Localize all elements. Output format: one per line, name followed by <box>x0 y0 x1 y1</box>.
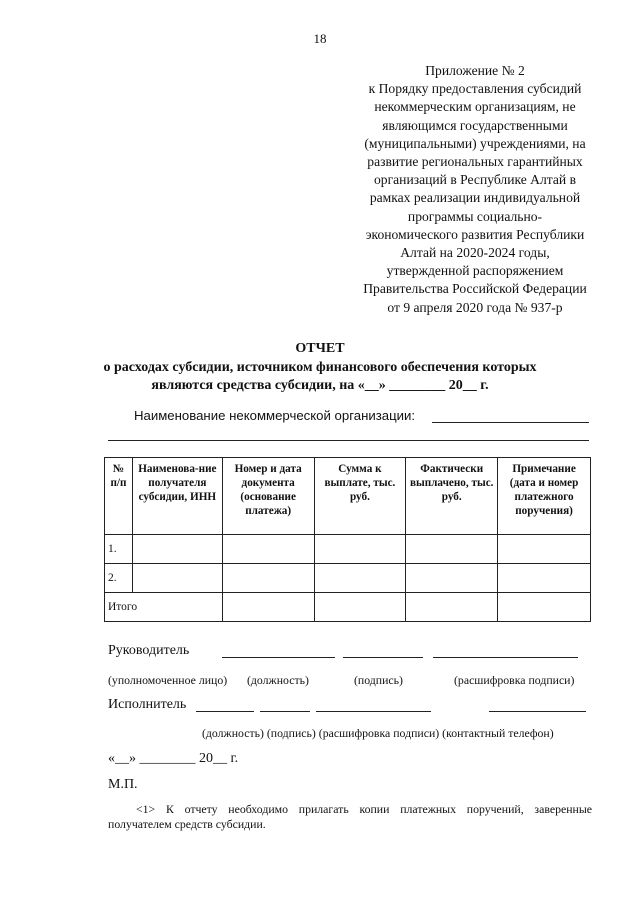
appendix-line: программы социально- <box>407 208 543 224</box>
col-header-amount-paid: Фактически выплачено, тыс. руб. <box>406 458 498 535</box>
page-number: 18 <box>313 31 327 46</box>
head-caption-person: (уполномоченное лицо) <box>108 673 228 687</box>
table-cell <box>222 564 314 593</box>
head-label: Руководитель <box>108 643 190 658</box>
org-name-underline <box>432 422 589 423</box>
col-header-recipient: Наименова-ние получателя субсидии, ИНН <box>132 458 222 535</box>
appendix-line: экономического развития Республики <box>365 226 585 242</box>
table-row <box>105 564 591 593</box>
executor-signature-line <box>260 711 310 712</box>
table-cell <box>406 564 498 593</box>
head-name-line <box>433 657 578 658</box>
executor-label: Исполнитель <box>108 697 187 712</box>
table-cell <box>406 535 498 564</box>
row-number: 1. <box>105 535 133 564</box>
table-cell <box>222 535 314 564</box>
table-row <box>105 535 591 564</box>
appendix-block <box>330 62 620 317</box>
appendix-line: являющимся государственными <box>382 117 568 133</box>
report-subtitle <box>0 359 640 395</box>
head-caption-signature: (подпись) <box>354 673 403 687</box>
table-cell <box>222 593 314 622</box>
executor-position-line <box>196 711 254 712</box>
report-title: ОТЧЕТ <box>295 341 345 356</box>
table-cell <box>132 564 222 593</box>
subtitle-line-2: являются средства субсидии, на «__» ________ 20__ г. <box>151 378 489 393</box>
executor-name-line <box>316 711 431 712</box>
table-cell <box>314 593 406 622</box>
col-header-document: Номер и дата документа (основание платежа) <box>222 458 314 535</box>
col-header-note: Примечание (дата и номер платежного поручения) <box>498 458 591 535</box>
table-cell <box>132 535 222 564</box>
appendix-line: организаций в Республике Алтай в <box>373 172 577 188</box>
footnote: <1> К отчету необходимо прилагать копии платежных поручений, заверенные получателем средств субсидии. <box>108 802 592 831</box>
appendix-line: Правительства Российской Федерации <box>363 281 587 297</box>
appendix-line: (муниципальными) учреждениями, на <box>364 135 586 151</box>
appendix-line: Приложение № 2 <box>425 63 525 78</box>
table-cell <box>406 593 498 622</box>
appendix-line: Алтай на 2020-2024 годы, <box>400 245 550 261</box>
appendix-line: рамках реализации индивидуальной <box>369 190 581 206</box>
table-total-row <box>105 593 591 622</box>
appendix-line: развитие региональных гарантийных <box>367 154 583 170</box>
appendix-line: некоммерческим организациям, не <box>374 99 576 115</box>
appendix-line: к Порядку предоставления субсидий <box>368 81 582 97</box>
executor-captions: (должность) (подпись) (расшифровка подписи) (контактный телефон) <box>202 726 554 740</box>
head-position-line <box>222 657 335 658</box>
stamp-label: М.П. <box>108 777 138 792</box>
appendix-line: утвержденной распоряжением <box>386 263 564 279</box>
col-header-amount-due: Сумма к выплате, тыс. руб. <box>314 458 406 535</box>
head-signature-line <box>343 657 423 658</box>
row-number: 2. <box>105 564 133 593</box>
org-name-underline-2 <box>108 440 589 441</box>
org-name-label: Наименование некоммерческой организации: <box>134 408 416 423</box>
head-caption-position: (должность) <box>247 673 309 687</box>
executor-phone-line <box>489 711 586 712</box>
table-cell <box>498 593 591 622</box>
head-caption-name: (расшифровка подписи) <box>454 673 575 687</box>
report-table <box>104 457 591 622</box>
date-line: «__» ________ 20__ г. <box>108 751 239 766</box>
appendix-line: от 9 апреля 2020 года № 937-р <box>387 299 563 315</box>
table-cell <box>314 535 406 564</box>
subtitle-line-1: о расходах субсидии, источником финансового обеспечения которых <box>103 360 537 375</box>
col-header-number: № п/п <box>105 458 133 535</box>
table-cell <box>314 564 406 593</box>
table-header-row <box>105 458 591 535</box>
table-cell <box>498 564 591 593</box>
table-cell <box>498 535 591 564</box>
total-label: Итого <box>105 593 223 622</box>
